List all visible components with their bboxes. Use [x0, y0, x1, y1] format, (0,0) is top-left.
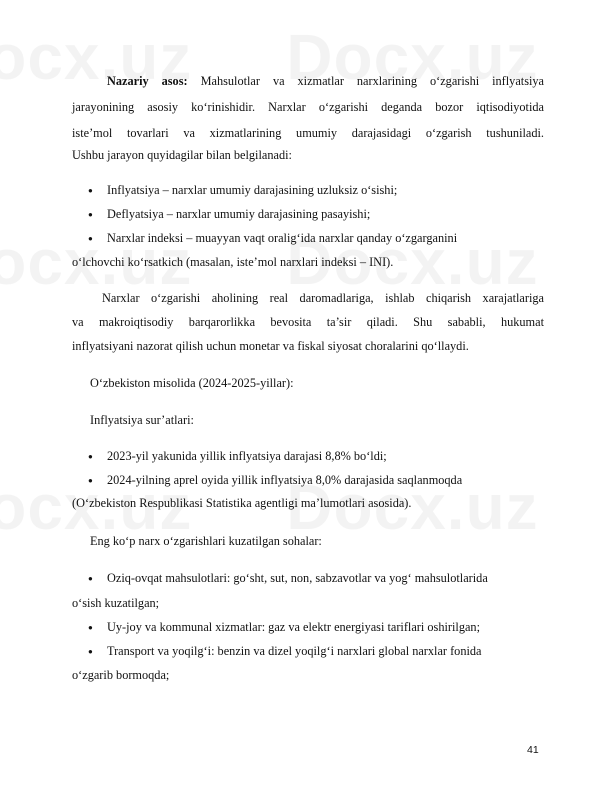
list-item-continuation: o‘sish kuzatilgan; — [72, 596, 160, 610]
list-item-text: Inflyatsiya – narxlar umumiy darajasining uzluksiz o‘sishi; — [107, 183, 398, 197]
list-item-text: 2023-yil yakunida yillik inflyatsiya darajasi 8,8% bo‘ldi; — [107, 449, 387, 463]
page-number: 41 — [527, 744, 539, 756]
bold-term: Nazariy asos: — [107, 74, 188, 88]
paragraph-line: jarayonining asosiy ko‘rinishidir. Narxlar o‘zgarishi deganda bozor iqtisodiyotida — [72, 100, 544, 114]
paragraph-line: iste’mol tovarlari va xizmatlarining umumiy darajasidagi o‘zgarish tushuniladi. — [72, 126, 544, 140]
list-item-text: Deflyatsiya – narxlar umumiy darajasining pasayishi; — [107, 207, 371, 221]
list-item-text: 2024-yilning aprel oyida yillik inflyatsiya 8,0% darajasida saqlanmoqda — [107, 473, 463, 487]
section-heading: O‘zbekiston misolida (2024-2025-yillar): — [90, 376, 294, 390]
list-item-continuation: (O‘zbekiston Respublikasi Statistika agentligi ma’lumotlari asosida). — [72, 496, 412, 510]
paragraph-line: Ushbu jarayon quyidagilar bilan belgilanadi: — [72, 148, 292, 162]
list-item-text: Uy-joy va kommunal xizmatlar: gaz va elektr energiyasi tariflari oshirilgan; — [107, 620, 480, 634]
list-item-text: Oziq-ovqat mahsulotlari: go‘sht, sut, non, sabzavotlar va yog‘ mahsulotlarida — [107, 571, 488, 585]
paragraph-line: va makroiqtisodiy barqarorlikka bevosita ta’sir qiladi. Shu sababli, hukumat — [72, 315, 544, 329]
list-item-text: Transport va yoqilg‘i: benzin va dizel yoqilg‘i narxlari global narxlar fonida — [107, 644, 482, 658]
section-heading: Eng ko‘p narx o‘zgarishlari kuzatilgan sohalar: — [90, 534, 322, 548]
list-item-continuation: o‘zgarib bormoqda; — [72, 668, 170, 682]
section-heading: Inflyatsiya sur’atlari: — [90, 413, 194, 427]
paragraph-line: Narxlar o‘zgarishi aholining real daromadlariga, ishlab chiqarish xarajatlariga — [102, 291, 544, 305]
list-item-continuation: o‘lchovchi ko‘rsatkich (masalan, iste’mol narxlari indeksi – INI). — [72, 255, 394, 269]
list-item-text: Narxlar indeksi – muayyan vaqt oralig‘ida narxlar qanday o‘zgarganini — [107, 231, 458, 245]
paragraph-line: Nazariy asos: Mahsulotlar va xizmatlar narxlarining o‘zgarishi inflyatsiya — [107, 74, 545, 88]
paragraph-line: inflyatsiyani nazorat qilish uchun monetar va fiskal siyosat choralarini qo‘llaydi. — [72, 339, 469, 353]
